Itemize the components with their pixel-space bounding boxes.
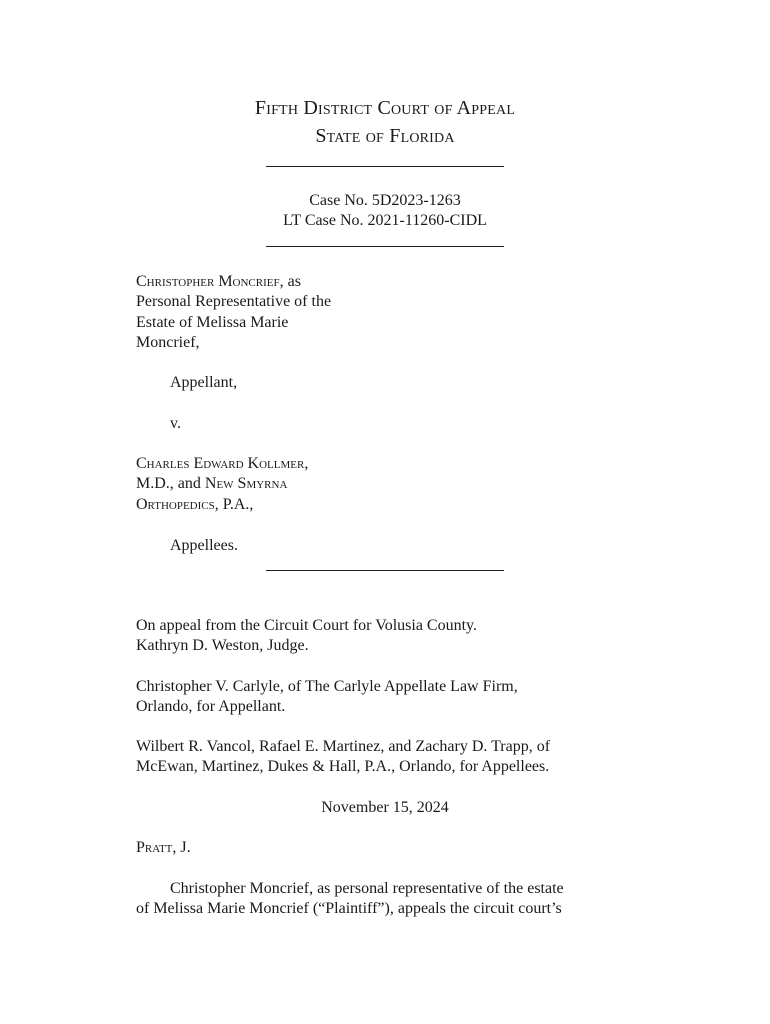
appellee-firm-name: New Smyrna <box>204 475 288 493</box>
author-suffix: , J. <box>172 839 191 856</box>
opinion-paragraph <box>136 879 636 920</box>
court-state: State of Florida <box>315 125 455 147</box>
appellees-role: Appellees. <box>170 537 238 554</box>
opinion-line-1: Christopher Moncrief, as personal representative of the estate <box>170 880 564 897</box>
appellee-name: Charles Edward Kollmer <box>136 455 305 472</box>
appellant-line-2: Personal Representative of the <box>136 293 332 311</box>
lower-tribunal-case-number: LT Case No. 2021-11260-CIDL <box>283 212 487 229</box>
appellant-line-3: Estate of Melissa Marie <box>136 313 289 331</box>
appellant-role: Appellant, <box>170 374 238 391</box>
counsel-appellant <box>136 677 518 718</box>
divider-rule <box>266 570 504 571</box>
counsel-appellant-line-2: Orlando, for Appellant. <box>136 698 286 716</box>
appeal-origin <box>136 616 477 657</box>
divider-rule <box>266 166 504 167</box>
versus: v. <box>170 415 181 432</box>
appellees-line-1-rest: , <box>304 455 309 472</box>
case-number: Case No. 5D2023-1263 <box>309 192 461 209</box>
appellant-line-1 <box>136 272 331 292</box>
counsel-appellees-line-2: McEwan, Martinez, Dukes & Hall, P.A., Orlando, for Appellees. <box>136 758 550 776</box>
appellees-line-2 <box>136 474 308 494</box>
opinion-line-2: of Melissa Marie Moncrief (“Plaintiff”), appeals the circuit court’s <box>136 900 562 918</box>
court-name: Fifth District Court of Appeal <box>254 97 516 119</box>
appellees-caption <box>136 454 308 515</box>
author-name: Pratt <box>136 839 173 856</box>
counsel-appellees <box>136 737 550 778</box>
divider-rule <box>266 246 504 247</box>
counsel-appellees-line-1: Wilbert R. Vancol, Rafael E. Martinez, and Zachary D. Trapp, of <box>136 738 551 755</box>
appeal-origin-line-2: Kathryn D. Weston, Judge. <box>136 637 309 655</box>
appellees-line-3-rest: , P.A., <box>214 495 254 513</box>
appellant-line-4: Moncrief, <box>136 334 200 352</box>
appellant-line-1-rest: , as <box>279 273 301 290</box>
appeal-origin-line-1: On appeal from the Circuit Court for Volusia County. <box>136 617 477 634</box>
appellees-line-1 <box>136 454 308 474</box>
appellant-name: Christopher Moncrief <box>136 273 280 290</box>
opinion-author <box>136 838 191 858</box>
counsel-appellant-line-1: Christopher V. Carlyle, of The Carlyle Appellate Law Firm, <box>136 678 518 695</box>
appellees-line-3 <box>136 495 308 515</box>
decision-date: November 15, 2024 <box>321 799 449 816</box>
appellee-firm-name-cont: Orthopedics <box>136 495 215 513</box>
appellant-caption <box>136 272 331 354</box>
appellees-line-2-text: M.D., and <box>136 475 205 493</box>
